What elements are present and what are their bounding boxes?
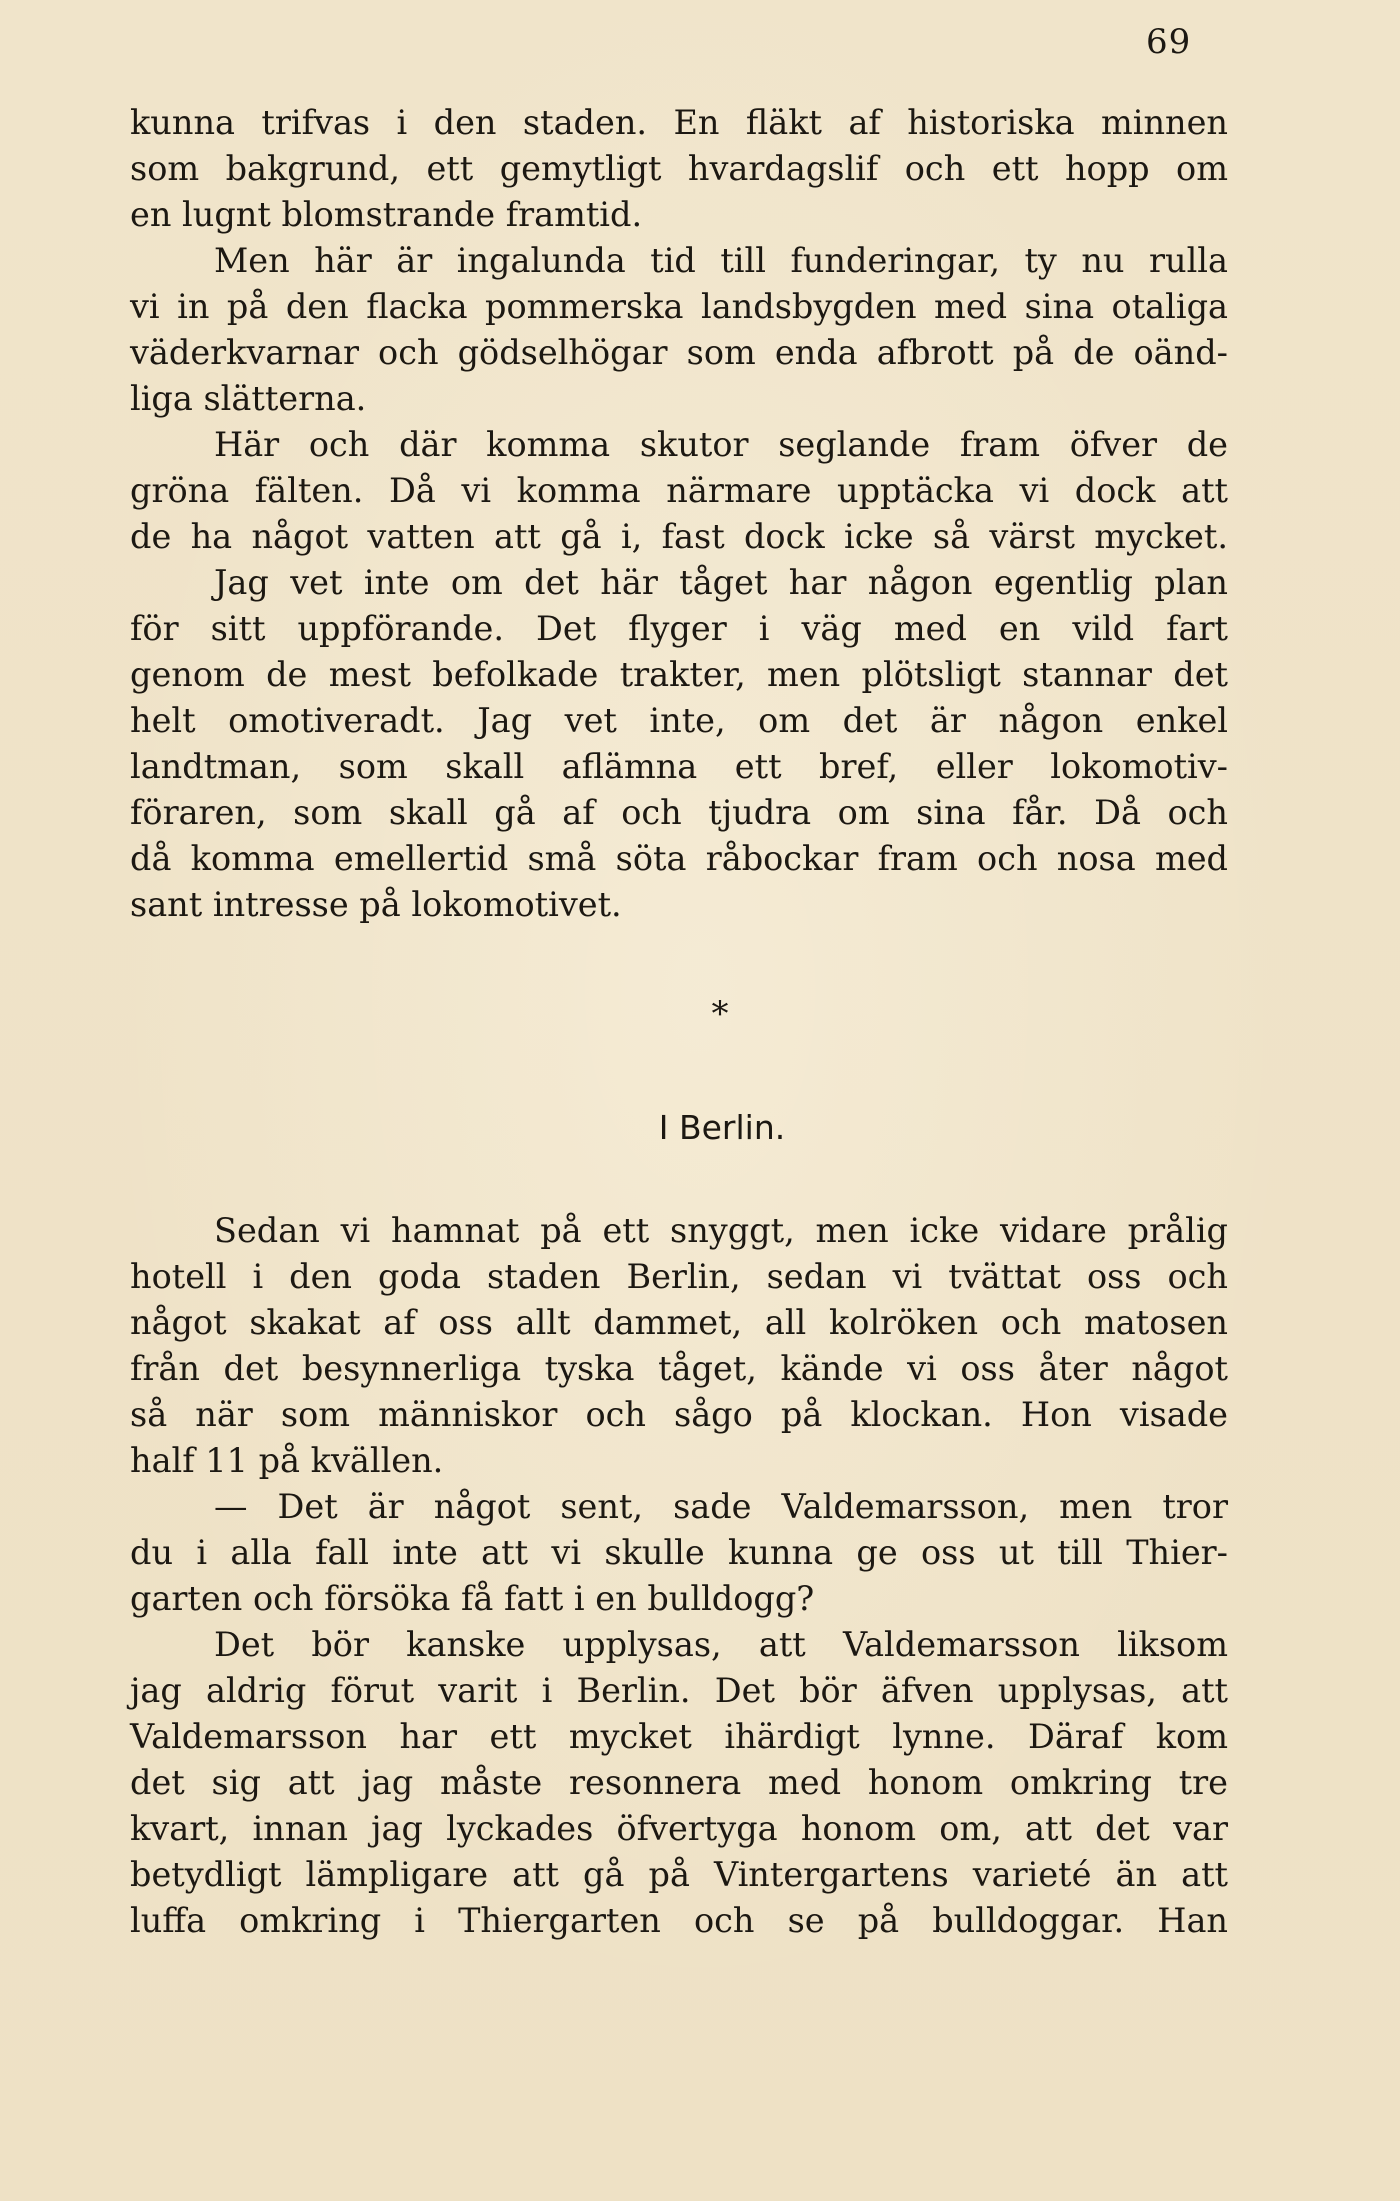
- text-line: garten och försöka få fatt i en bulldogg?: [130, 1579, 815, 1618]
- text-line: Valdemarsson har ett mycket ihärdigt lynne. Däraf kom: [130, 1717, 1228, 1756]
- text-line: landtman, som skall aflämna ett bref, eller lokomotiv-: [130, 747, 1228, 786]
- text-line: då komma emellertid små söta råbockar fram och nosa med: [130, 839, 1228, 878]
- text-line: det sig att jag måste resonnera med honom omkring tre: [130, 1763, 1228, 1802]
- text-line: föraren, som skall gå af och tjudra om sina får. Då och: [130, 793, 1228, 832]
- text-line: som bakgrund, ett gemytligt hvardagslif och ett hopp om: [130, 149, 1228, 188]
- text-block-train-journey: [130, 100, 1228, 928]
- text-line: Men här är ingalunda tid till funderingar, ty nu rulla: [214, 241, 1228, 280]
- section-separator-asterisk: *: [711, 994, 729, 1034]
- text-line: sant intresse på lokomotivet.: [130, 885, 622, 924]
- text-line: vi in på den flacka pommerska landsbygden med sina otaliga: [130, 287, 1228, 326]
- text-line: kunna trifvas i den staden. En fläkt af historiska minnen: [130, 103, 1228, 142]
- text-line: betydligt lämpligare att gå på Vintergartens varieté än att: [130, 1855, 1228, 1894]
- text-line: liga slätterna.: [130, 379, 367, 418]
- text-line: — Det är något sent, sade Valdemarsson, men tror: [214, 1487, 1228, 1526]
- text-line: något skakat af oss allt dammet, all kolröken och matosen: [130, 1303, 1228, 1342]
- text-block-berlin: [130, 1208, 1228, 1944]
- text-line: gröna fälten. Då vi komma närmare upptäcka vi dock att: [130, 471, 1228, 510]
- text-line: för sitt uppförande. Det flyger i väg med en vild fart: [130, 609, 1228, 648]
- text-line: genom de mest befolkade trakter, men plötsligt stannar det: [130, 655, 1228, 694]
- section-heading: I Berlin.: [658, 1108, 786, 1147]
- page-number: 69: [1146, 22, 1192, 62]
- text-line: kvart, innan jag lyckades öfvertyga honom om, att det var: [130, 1809, 1228, 1848]
- text-line: jag aldrig förut varit i Berlin. Det bör äfven upplysas, att: [130, 1671, 1228, 1710]
- text-line: helt omotiveradt. Jag vet inte, om det är någon enkel: [130, 701, 1228, 740]
- text-line: Här och där komma skutor seglande fram öfver de: [214, 425, 1228, 464]
- text-line: de ha något vatten att gå i, fast dock icke så värst mycket.: [130, 517, 1228, 556]
- text-line: half 11 på kvällen.: [130, 1441, 444, 1480]
- text-line: en lugnt blomstrande framtid.: [130, 195, 643, 234]
- text-line: du i alla fall inte att vi skulle kunna ge oss ut till Thier-: [130, 1533, 1228, 1572]
- text-line: Det bör kanske upplysas, att Valdemarsson liksom: [214, 1625, 1228, 1664]
- text-line: hotell i den goda staden Berlin, sedan vi tvättat oss och: [130, 1257, 1228, 1296]
- text-line: från det besynnerliga tyska tåget, kände vi oss åter något: [130, 1349, 1228, 1388]
- text-line: väderkvarnar och gödselhögar som enda afbrott på de oänd-: [130, 333, 1228, 372]
- text-line: Jag vet inte om det här tåget har någon egentlig plan: [214, 563, 1228, 602]
- text-line: så när som människor och sågo på klockan. Hon visade: [130, 1395, 1228, 1434]
- text-line: luffa omkring i Thiergarten och se på bulldoggar. Han: [130, 1901, 1228, 1940]
- text-line: Sedan vi hamnat på ett snyggt, men icke vidare prålig: [214, 1211, 1228, 1250]
